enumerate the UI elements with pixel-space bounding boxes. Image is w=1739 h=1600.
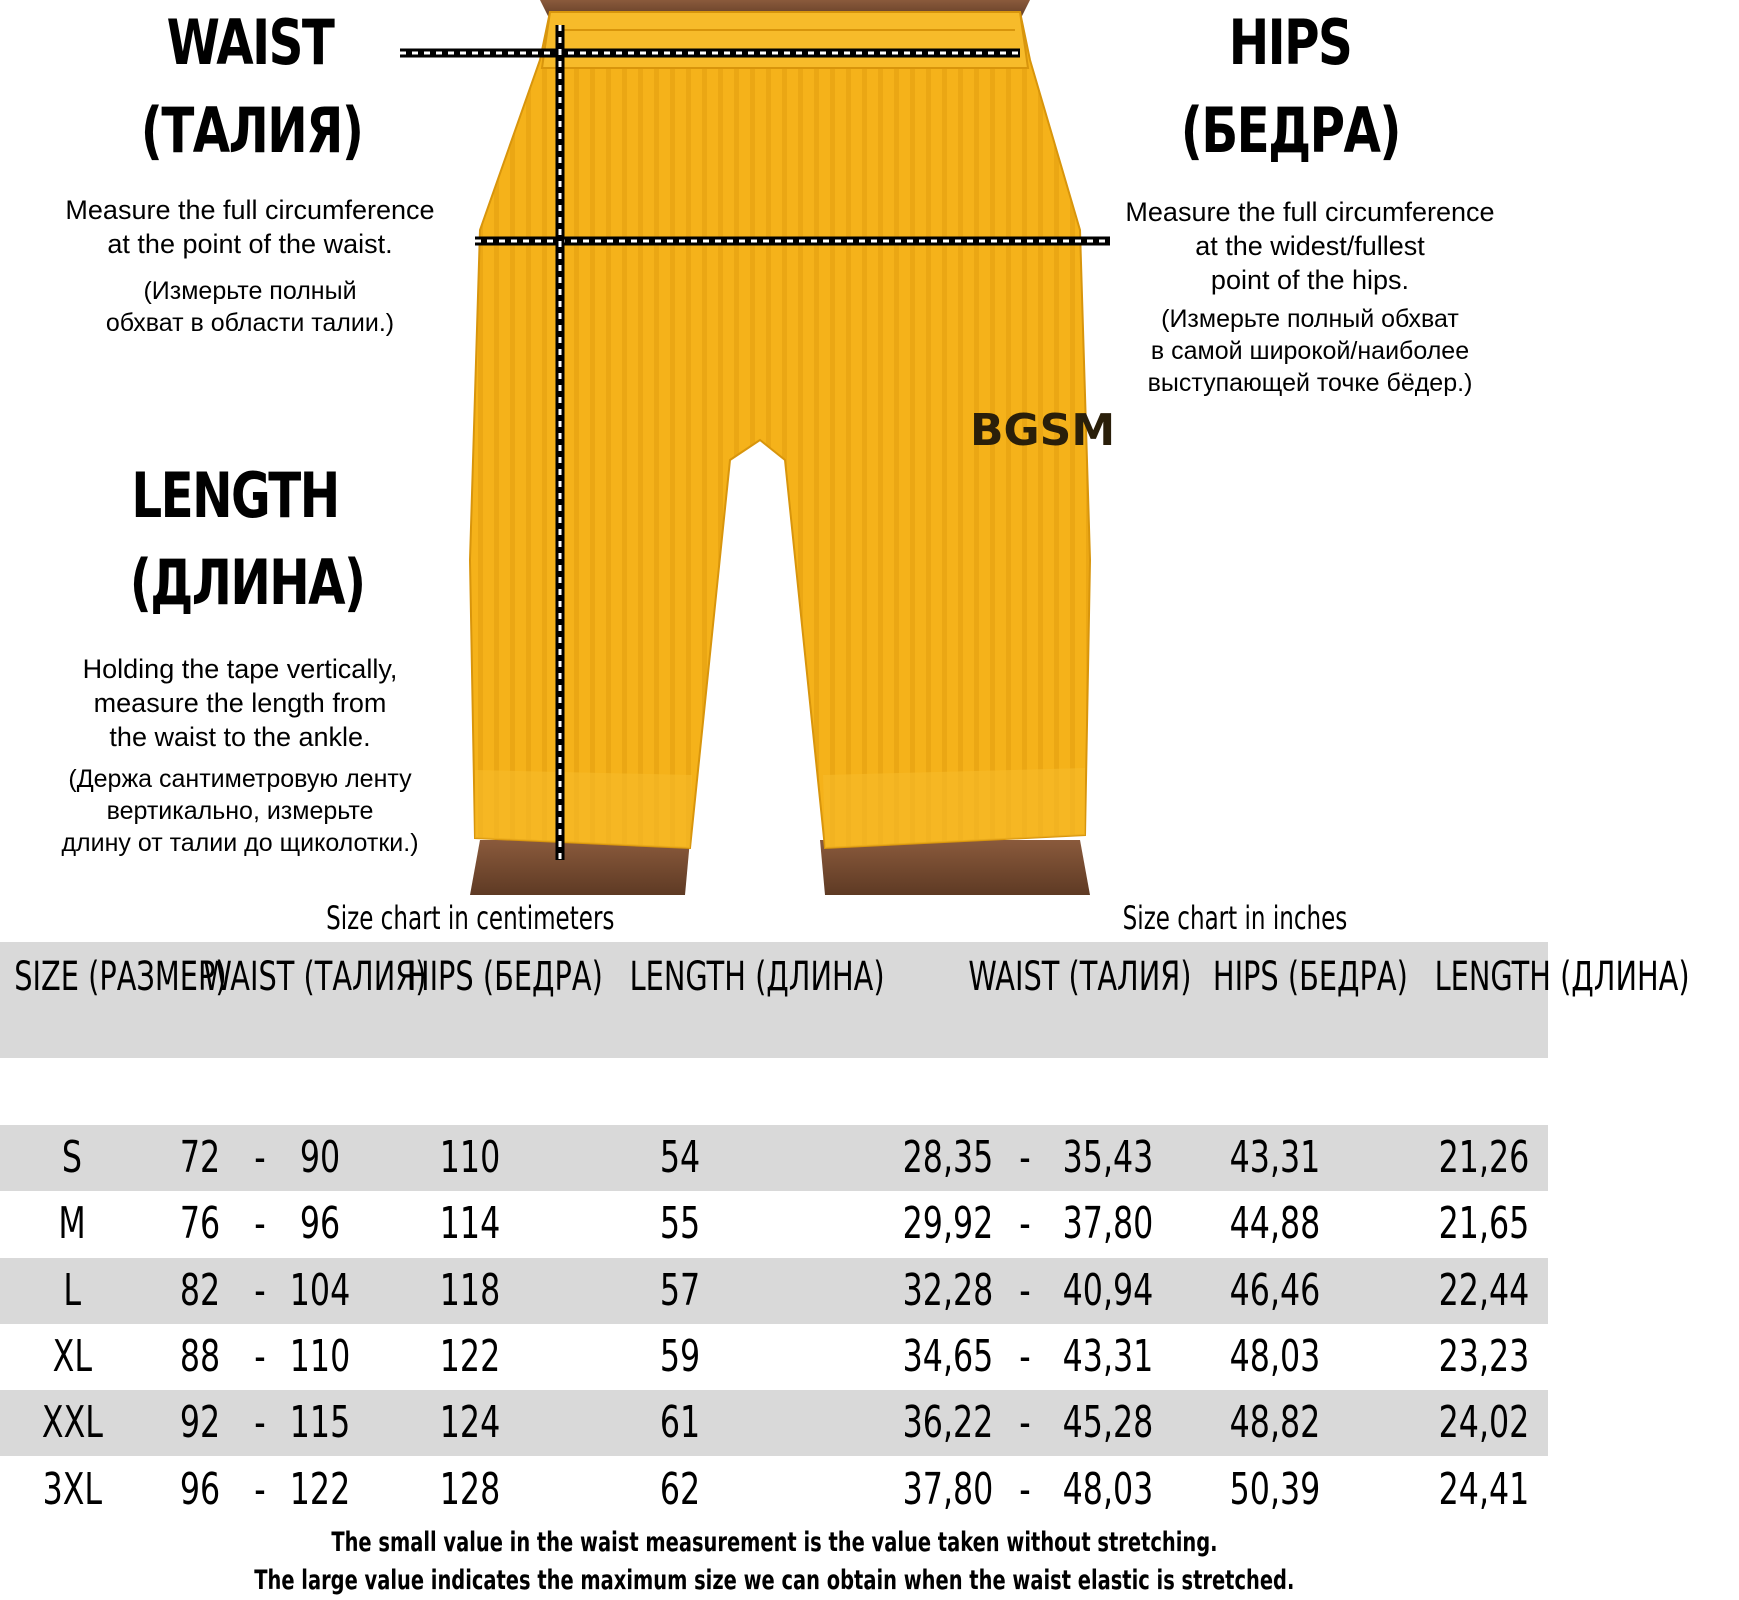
hips-heading: HIPS: [1228, 6, 1352, 79]
header-length-cm: LENGTH (ДЛИНА): [629, 954, 885, 1000]
waist-dash-in-cell: -: [1019, 1132, 1031, 1183]
waist-max-cm-cell: 122: [289, 1463, 351, 1515]
size-cell: XL: [52, 1330, 92, 1382]
length-cm-cell: 61: [659, 1397, 701, 1449]
waist-max-in-cell: 45,28: [1062, 1397, 1154, 1449]
waist-min-cm-cell: 82: [179, 1264, 221, 1316]
waist-min-in-cell: 29,92: [902, 1198, 994, 1250]
waist-max-cm-cell: 104: [289, 1264, 351, 1316]
hips-in-cell: 48,03: [1229, 1330, 1321, 1382]
length-heading-ru: (ДЛИНА): [129, 546, 365, 619]
hips-cm-cell: 122: [439, 1330, 501, 1382]
waist-dash-in-cell: -: [1019, 1264, 1031, 1316]
length-description: Holding the tape vertically, measure the length from the waist to the ankle.: [82, 654, 398, 752]
waist-min-cm-cell: 92: [179, 1397, 221, 1449]
waist-min-in-cell: 32,28: [902, 1264, 994, 1316]
size-cell: S: [61, 1132, 83, 1183]
waist-dash-cell: -: [254, 1132, 266, 1183]
header-hips-in: HIPS (БЕДРА): [1212, 954, 1408, 1000]
waist-max-in-cell: 40,94: [1062, 1264, 1154, 1316]
table-row: [0, 1324, 1548, 1390]
header-waist-cm: WAIST (ТАЛИЯ): [203, 954, 427, 1000]
length-in-cell: 21,65: [1438, 1198, 1530, 1250]
table-row: [0, 1258, 1548, 1324]
table-row: [0, 1125, 1548, 1191]
hips-cm-cell: 128: [439, 1463, 501, 1515]
waist-max-in-cell: 37,80: [1062, 1198, 1154, 1250]
waist-min-cm-cell: 88: [179, 1330, 221, 1382]
length-cm-cell: 62: [659, 1463, 701, 1515]
length-in-cell: 21,26: [1438, 1132, 1530, 1183]
waist-max-cm-cell: 115: [289, 1397, 351, 1449]
length-heading: LENGTH: [131, 459, 339, 532]
waist-dash-in-cell: -: [1019, 1397, 1031, 1449]
hips-in-cell: 48,82: [1229, 1397, 1321, 1449]
hips-heading-ru: (БЕДРА): [1180, 94, 1400, 167]
waist-min-in-cell: 37,80: [902, 1463, 994, 1515]
hips-in-cell: 46,46: [1229, 1264, 1321, 1316]
waist-dash-in-cell: -: [1019, 1330, 1031, 1382]
brand-logo: BGSM: [970, 405, 1116, 456]
waist-min-cm-cell: 72: [179, 1132, 221, 1183]
size-cell: 3XL: [42, 1463, 102, 1515]
size-cell: M: [58, 1198, 86, 1250]
hips-description: Measure the full circumference at the widest/fullest point of the hips.: [1125, 197, 1495, 295]
waist-heading: WAIST: [166, 6, 334, 79]
waist-dash-in-cell: -: [1019, 1463, 1031, 1515]
waist-min-in-cell: 36,22: [902, 1397, 994, 1449]
cm-chart-title: Size chart in centimeters: [325, 899, 615, 937]
table-row: [0, 1191, 1548, 1257]
hips-cm-cell: 124: [439, 1397, 501, 1449]
table-row: [0, 1390, 1548, 1456]
waist-min-cm-cell: 96: [179, 1463, 221, 1515]
length-in-cell: 23,23: [1438, 1330, 1530, 1382]
table-row: [0, 1457, 1548, 1523]
size-cell: XXL: [41, 1397, 103, 1449]
length-cm-cell: 54: [659, 1132, 701, 1183]
hips-in-cell: 50,39: [1229, 1463, 1321, 1515]
waist-max-cm-cell: 96: [299, 1198, 341, 1250]
length-description-ru: (Держа сантиметровую ленту вертикально, измерьте длину от талии до щиколотки.): [61, 765, 419, 857]
waist-max-in-cell: 48,03: [1062, 1463, 1154, 1515]
length-in-cell: 22,44: [1438, 1264, 1530, 1316]
hips-cm-cell: 118: [439, 1264, 501, 1316]
waist-dash-cell: -: [254, 1330, 266, 1382]
waist-max-in-cell: 35,43: [1062, 1132, 1154, 1183]
footnote-line-2: The large value indicates the maximum size we can obtain when the waist elastic is stretched.: [253, 1565, 1295, 1596]
waist-dash-cell: -: [254, 1463, 266, 1515]
waist-max-cm-cell: 90: [299, 1132, 341, 1183]
header-hips-cm: HIPS (БЕДРА): [407, 954, 603, 1000]
footnote-line-1: The small value in the waist measurement is the value taken without stretching.: [330, 1527, 1218, 1558]
waist-min-in-cell: 28,35: [902, 1132, 994, 1183]
hips-in-cell: 44,88: [1229, 1198, 1321, 1250]
waist-min-cm-cell: 76: [179, 1198, 221, 1250]
hips-in-cell: 43,31: [1229, 1132, 1321, 1183]
hips-description-ru: (Измерьте полный обхват в самой широкой/наиболее выступающей точке бёдер.): [1147, 305, 1473, 397]
header-size: SIZE (РАЗМЕР): [14, 954, 227, 1000]
length-in-cell: 24,41: [1438, 1463, 1530, 1515]
length-cm-cell: 55: [659, 1198, 701, 1250]
hips-cm-cell: 110: [439, 1132, 501, 1183]
header-waist-in: WAIST (ТАЛИЯ): [968, 954, 1192, 1000]
waist-dash-cell: -: [254, 1264, 266, 1316]
waist-dash-cell: -: [254, 1198, 266, 1250]
inch-chart-title: Size chart in inches: [1122, 899, 1348, 937]
waist-dash-cell: -: [254, 1397, 266, 1449]
header-length-in: LENGTH (ДЛИНА): [1434, 954, 1690, 1000]
length-cm-cell: 59: [659, 1330, 701, 1382]
waist-heading-ru: (ТАЛИЯ): [140, 94, 363, 167]
waist-max-in-cell: 43,31: [1062, 1330, 1154, 1382]
size-cell: L: [63, 1264, 81, 1316]
length-cm-cell: 57: [659, 1264, 701, 1316]
waist-dash-in-cell: -: [1019, 1198, 1031, 1250]
waist-min-in-cell: 34,65: [902, 1330, 994, 1382]
length-in-cell: 24,02: [1438, 1397, 1530, 1449]
waist-description-ru: (Измерьте полный обхват в области талии.): [105, 277, 395, 337]
waist-description: Measure the full circumference at the point of the waist.: [65, 195, 435, 259]
waist-max-cm-cell: 110: [289, 1330, 351, 1382]
hips-cm-cell: 114: [439, 1198, 501, 1250]
